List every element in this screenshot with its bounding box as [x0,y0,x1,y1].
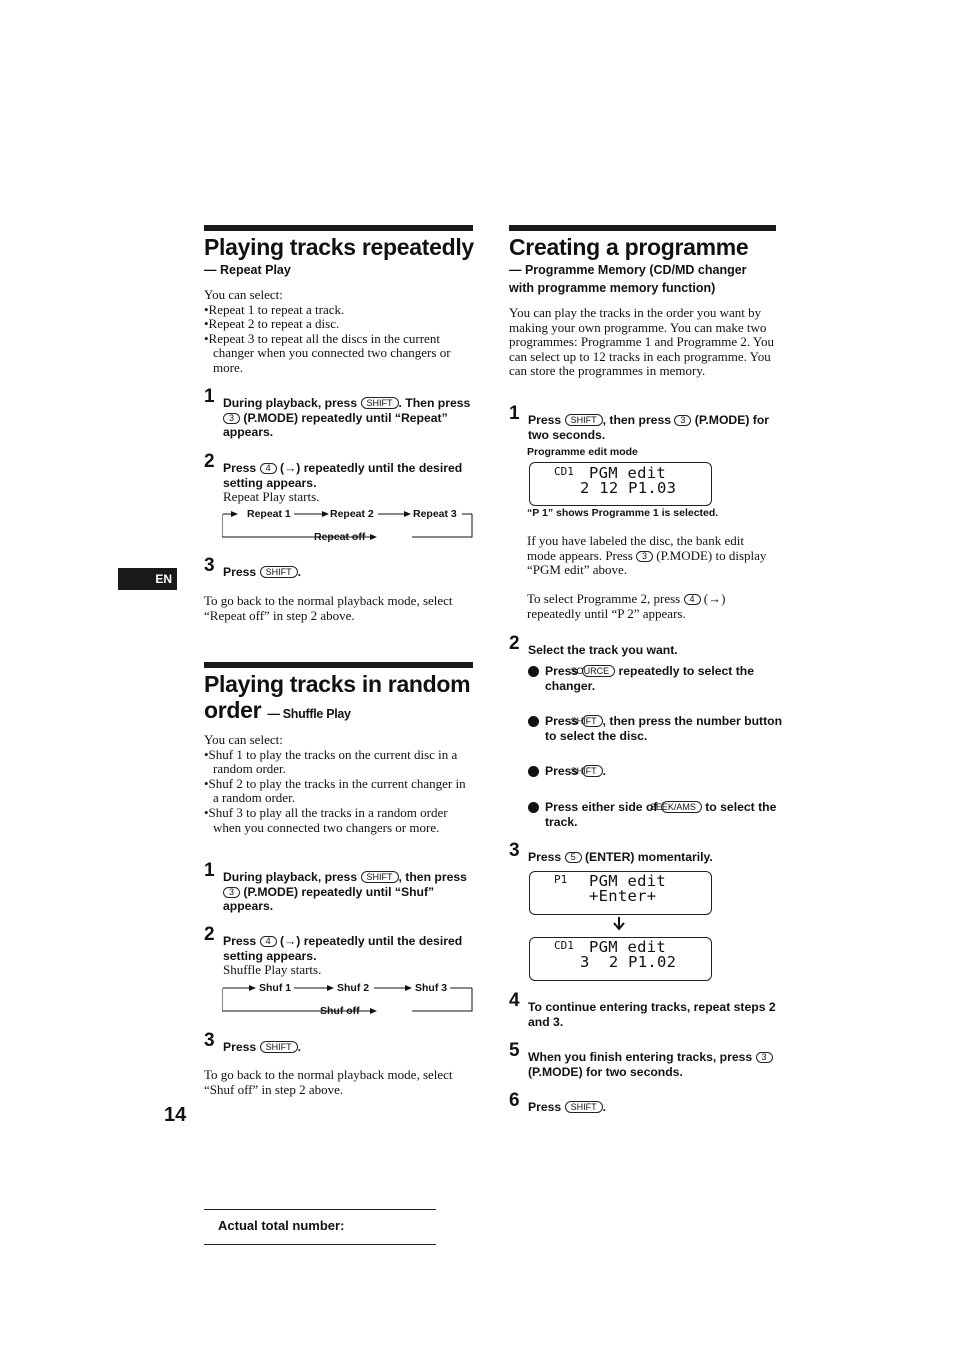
outro-text: To go back to the normal playback mode, select “Shuf off” in step 2 above. [204,1067,453,1097]
step-5: 5 When you finish entering tracks, press 3 (P.MODE) for two seconds. [528,1050,776,1079]
step-3: 3 Press SHIFT . [204,555,301,579]
shuffle-options [204,733,470,835]
shift-key: SHIFT [582,765,603,777]
number-3-key: 3 [674,415,691,426]
display-source: P1 [554,873,568,886]
step-number: 3 [204,555,215,576]
shift-key: SHIFT [565,414,603,426]
step-note: Shuffle Play starts. [223,962,322,978]
mode-label: Programme edit mode [527,446,638,458]
number-3-key: 3 [636,551,653,562]
step-1: 1 During playback, press SHIFT , then press 3 (P.MODE) repeatedly until “Shuf” appears. [204,860,467,914]
number-3-key: 3 [223,887,240,898]
section-subtitle: — Shuffle Play [267,707,351,721]
shift-key: SHIFT [260,566,298,578]
step-number: 1 [204,386,215,407]
flow-label: Repeat off [314,531,366,543]
step-1: 1 Press SHIFT , then press 3 (P.MODE) for two seconds. [509,403,770,442]
step-2: 2 Press 4 (→) repeatedly until the desired setting appears. Repeat Play starts. [204,451,463,505]
section-rule [204,225,473,231]
step-3: 3 Press 5 (ENTER) momentarily. [509,840,713,864]
number-4-key: 4 [260,936,277,947]
section-subtitle: — Repeat Play [204,263,291,277]
number-3-key: 3 [756,1052,773,1063]
list-item: •Shuf 1 to play the tracks on the current disc in a random order. [204,746,458,777]
intro-text: You can select: [204,732,283,747]
step-number: 2 [509,633,520,654]
page-number: 14 [164,1104,187,1126]
substep-number: 3 [528,766,539,777]
list-item: •Repeat 3 to repeat all the discs in the current changer when you connected two changers or more. [204,330,451,375]
display-source: CD1 [554,939,574,952]
number-5-key: 5 [565,852,582,863]
shift-key: SHIFT [260,1041,298,1053]
footer-label: Actual total number: [218,1218,345,1233]
shift-key: SHIFT [565,1101,603,1113]
outro-text: To go back to the normal playback mode, select “Repeat off” in step 2 above. [204,593,453,623]
section-title-random: Playing tracks in random order — Shuffle Play [204,671,471,723]
display-caption: “P 1” shows Programme 1 is selected. [527,507,719,519]
substep-number: 2 [528,716,539,727]
flow-label: Repeat 2 [330,508,374,520]
substep-4: 4 Press either side of SEEK/AMS to select the track. [522,800,777,829]
display-line-2: +Enter+ [589,887,657,905]
flow-label: Shuf 3 [415,982,448,994]
language-tab: EN [118,568,177,590]
display-line-1: PGM edit [589,872,667,890]
footer-box [204,1209,436,1245]
step-number: 2 [204,451,215,472]
list-item: •Repeat 1 to repeat a track. [204,301,345,317]
flow-label: Repeat 1 [247,508,291,520]
step-2: 2 Select the track you want. [509,633,678,657]
section-rule [204,662,473,668]
step-number: 4 [509,990,520,1011]
step-2: 2 Press 4 (→) repeatedly until the desired setting appears. Shuffle Play starts. [204,924,463,978]
seek-ams-key: SEEK/AMS [661,801,702,813]
step-6: 6 Press SHIFT . [509,1090,606,1114]
display-line-1: PGM edit [589,464,667,482]
note-programme-2: To select Programme 2, press 4 (→) repeatedly until “P 2” appears. [527,591,726,621]
source-key: SOURCE [582,665,616,677]
lcd-display [529,871,712,915]
intro-text: You can select: [204,287,283,302]
repeat-options [204,288,470,376]
display-line-2: 2 12 P1.03 [580,479,677,497]
flow-label: Shuf 1 [259,982,292,994]
display-line-2: 3 2 P1.02 [580,953,677,971]
step-number: 1 [509,403,520,424]
lcd-display [529,462,712,506]
intro-text: You can play the tracks in the order you want by making your own programme. You can make two programmes: Programme 1 and Programme 2. You can select up to 12 tracks in each programme. You can store the programmes in memory. [509,305,775,379]
step-number: 3 [204,1030,215,1051]
number-3-key: 3 [223,413,240,424]
step-number: 3 [509,840,520,861]
step-number: 5 [509,1040,520,1061]
list-item: •Shuf 2 to play the tracks in the current changer in a random order. [204,775,466,806]
shift-key: SHIFT [582,715,603,727]
step-number: 1 [204,860,215,881]
flow-label: Shuf 2 [337,982,370,994]
list-item: •Shuf 3 to play all the tracks in a random order when you connected two changers or more. [204,804,448,835]
shift-key: SHIFT [361,397,399,409]
display-source: CD1 [554,465,574,478]
display-line-1: PGM edit [589,938,667,956]
lcd-display [529,937,712,981]
section-rule [509,225,776,231]
number-4-key: 4 [684,594,701,605]
section-subtitle: — Programme Memory (CD/MD changer with programme memory function) [509,263,747,295]
substep-number: 1 [528,666,539,677]
number-4-key: 4 [260,463,277,474]
substep-1: 1 Press SOURCE repeatedly to select the changer. [522,664,754,693]
note-bank-edit: If you have labeled the disc, the bank edit mode appears. Press 3 (P.MODE) to display “PGM edit” above. [527,533,767,578]
flow-label: Shuf off [320,1005,360,1017]
section-title-repeat: Playing tracks repeatedly [204,234,474,260]
step-number: 2 [204,924,215,945]
section-title-programme: Creating a programme [509,234,749,260]
substep-3: 3 Press SHIFT . [522,764,606,778]
step-4: 4 To continue entering tracks, repeat steps 2 and 3. [509,990,776,1029]
step-3: 3 Press SHIFT . [204,1030,301,1054]
substep-number: 4 [528,802,539,813]
step-note: Repeat Play starts. [223,489,320,505]
list-item: •Repeat 2 to repeat a disc. [204,316,340,332]
step-number: 6 [509,1090,520,1111]
arrow-down-icon [612,917,626,931]
substep-2: 2 Press SHIFT , then press the number button to select the disc. [522,714,783,743]
flow-label: Repeat 3 [413,508,457,520]
step-1: 1 During playback, press SHIFT . Then press 3 (P.MODE) repeatedly until “Repeat” appears. [204,386,471,440]
shift-key: SHIFT [361,871,399,883]
